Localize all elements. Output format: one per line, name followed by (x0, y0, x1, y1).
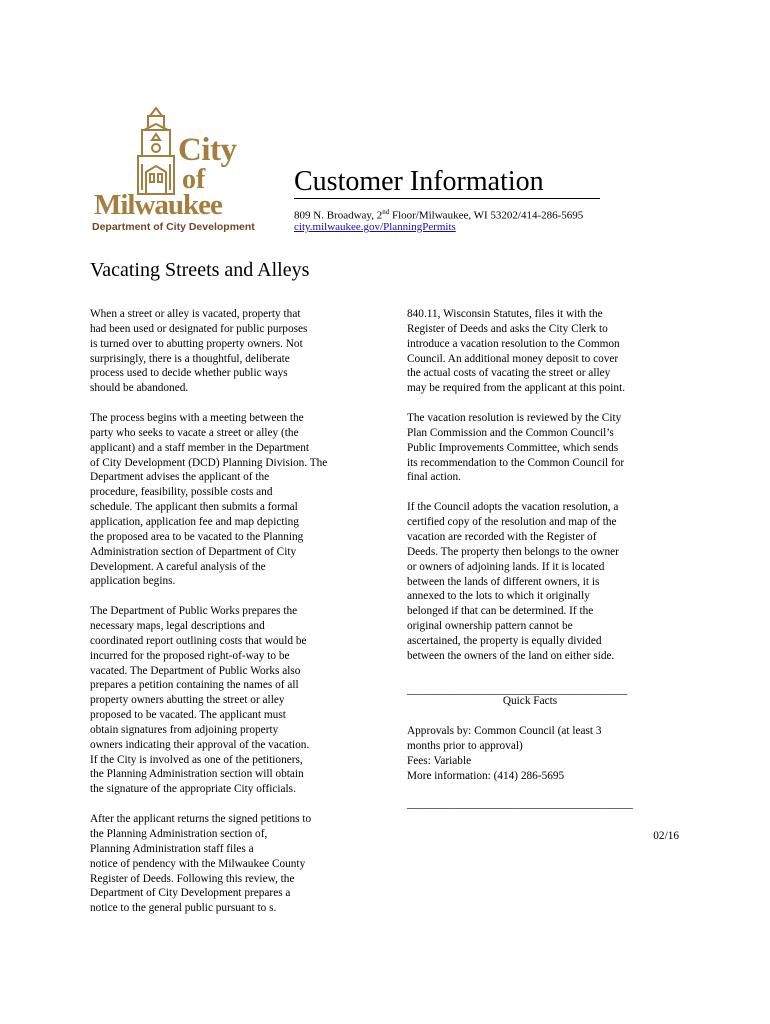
address-part-1: 809 N. Broadway, 2 (294, 209, 383, 222)
address-part-2: Floor/Milwaukee, WI 53202/414-286-5695 (389, 209, 584, 222)
logo-milwaukee-text: Milwaukee (94, 189, 222, 221)
document-date: 02/16 (653, 830, 679, 842)
paragraph: After the applicant returns the signed petitions to the Planning Administration section of, Planning Administration staff files a notice of pendency with the Milwaukee County Register of Deeds. Following this review, the Department of City Development prepares a notice to the general public pursuant to s. (90, 813, 312, 915)
logo-of-text: of (182, 164, 206, 195)
paragraph: When a street or alley is vacated, property that had been used or designated for public purposes is turned over to abutting property owners. Not surprisingly, there is a thoughtful, deliberate process used to decide whether public ways should be abandoned. (90, 308, 308, 395)
quick-facts-heading: Quick Facts (502, 695, 558, 707)
logo-city-text: City (178, 132, 237, 168)
document-title: Vacating Streets and Alleys (90, 259, 310, 281)
website-link[interactable]: city.milwaukee.gov/PlanningPermits (294, 221, 456, 233)
address-superscript: nd (382, 208, 390, 216)
header-divider (294, 198, 600, 199)
paragraph: The vacation resolution is reviewed by the City Plan Commission and the Common Council’s Public Improvements Committee, which sends its recommendation to the Common Council for final action. (407, 412, 625, 484)
city-logo (88, 106, 256, 236)
paragraph: The process begins with a meeting between the party who seeks to vacate a street or alley (the applicant) and a staff member in the Department of City Development (DCD) Planning Division. The Department advises the applicant of the procedure, feasibility, possible costs and schedule. The applicant then submits a formal application, application fee and map depicting the proposed area to be vacated to the Planning Administration section of Department of City Development. A careful analysis of the application begins. (90, 412, 328, 588)
city-hall-tower-icon (128, 106, 184, 196)
paragraph: If the Council adopts the vacation resolution, a certified copy of the resolution and map of the vacation are recorded with the Register of Deeds. The property then belongs to the owner or owners of adjoining lands. If it is located between the lands of different owners, it is annexed to the lots to which it originally belonged if that can be determined. If the original ownership pattern cannot be ascertained, the property is equally divided between the owners of the land on either side. (407, 501, 619, 662)
quick-fact-more-info: More information: (414) 286-5695 (407, 769, 565, 782)
quick-facts-top-rule: _______________________________________ (407, 684, 628, 696)
page-header-title: Customer Information (294, 166, 544, 197)
right-column (407, 307, 667, 679)
logo-department-text: Department of City Development (92, 221, 255, 233)
paragraph: The Department of Public Works prepares the necessary maps, legal descriptions and coordinated report outlining costs that would be incurred for the proposed right-of-way to be vacated. The Department of Public Works also prepares a petition containing the names of all property owners abutting the street or alley proposed to be vacated. The applicant must obtain signatures from adjoining property owners indicating their approval of the vacation. If the City is involved as one of the petitioners, the Planning Administration section will obtain the signature of the appropriate City officials. (90, 605, 310, 796)
quick-facts-list (407, 724, 602, 783)
quick-facts-bottom-rule: ________________________________________ (407, 798, 633, 810)
paragraph: 840.11, Wisconsin Statutes, files it with the Register of Deeds and asks the City Clerk to introduce a vacation resolution to the Common Council. An additional money deposit to cover the actual costs of vacating the street or alley may be required from the applicant at this point. (407, 308, 626, 395)
quick-fact-approvals: Approvals by: Common Council (at least 3 months prior to approval) (407, 725, 602, 752)
left-column (90, 307, 365, 931)
quick-fact-fees: Fees: Variable (407, 754, 472, 767)
